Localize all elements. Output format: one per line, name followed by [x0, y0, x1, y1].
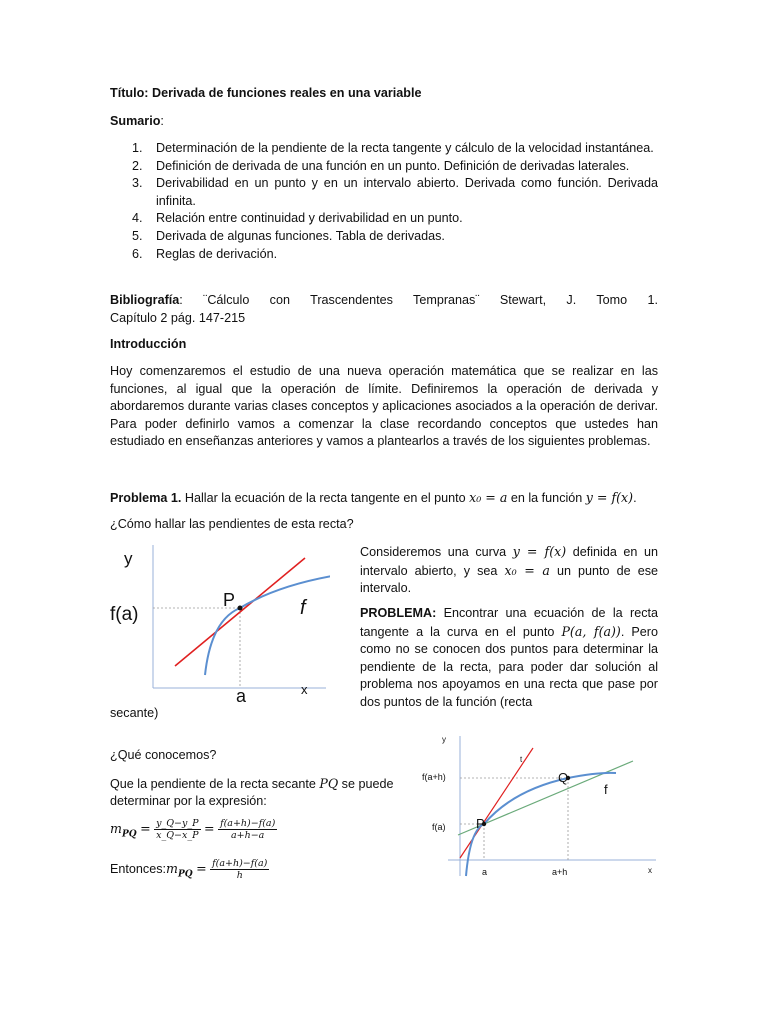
label-ah: a+h — [552, 867, 568, 877]
secant-word: secante) — [110, 706, 159, 720]
fraction-difference-quotient: $\frac{f(a+h)-f(a)}{h}$ — [212, 858, 268, 881]
secant-figure — [418, 728, 663, 880]
fraction-function: $\frac{f(a+h)-f(a)}{a+h-a}$ — [220, 818, 276, 841]
label-f: f — [300, 597, 306, 619]
tangent-figure — [108, 540, 330, 708]
slope-formula-simplified: $Entonces:m_{PQ}$ = $\frac{f(a+h)-f(a)}{h}$ — [110, 858, 268, 881]
consider-paragraph: Consideremos una curva y = f(x) definida en un intervalo abierto, y sea x₀ = a un punto de ese intervalo. — [360, 544, 659, 596]
list-item: 4. Relación entre continuidad y derivabilidad en un punto. — [132, 211, 463, 226]
label-a: a — [236, 686, 247, 706]
problem-paragraph: PROBLEMA: Encontrar una ecuación de la recta tangente a la curva en el punto P(a, f(a)). Pero como no se conocen dos puntos para determinar la pendiente de la recta, para poder dar solución al problema nos apoyamos en una recta que pase por dos puntos de la función (recta — [360, 606, 658, 709]
document-title: Título: Derivada de funciones reales en una variable — [110, 86, 422, 100]
label-fah: f(a+h) — [422, 772, 446, 782]
label-q: Q — [558, 770, 569, 785]
label-y: y — [124, 549, 133, 568]
list-item: 3. Derivabilidad en un punto y en un intervalo abierto. Derivada como función. Derivada infinita. — [132, 176, 658, 208]
slope-formula: $m_{PQ}$ = $\frac{y\_Q-y\_P}{x\_Q-x\_P}$ = $\frac{f(a+h)-f(a)}{a+h-a}$ — [110, 818, 276, 841]
label-f: f — [604, 782, 608, 797]
fraction-points: $\frac{y\_Q-y\_P}{x\_Q-x\_P}$ — [156, 818, 199, 841]
list-item: 1. Determinación de la pendiente de la recta tangente y cálculo de la velocidad instantánea. — [132, 141, 654, 155]
list-item: 5. Derivada de algunas funciones. Tabla de derivadas. — [132, 228, 445, 243]
bibliography-pages: Capítulo 2 pág. 147-215 — [110, 311, 246, 325]
intro-paragraph: Hoy comenzaremos el estudio de una nueva operación matemática que se realizar en las funciones, al igual que la operación de límite. Definiremos la operación de derivada y abordaremos durante varias clases conceptos y aplicaciones asociados a la operación de derivar. Para poder definirlo vamos a comenzar la clase recordando conceptos que ustedes han estudiado en enseñanzas anteriores y vamos a plantearlos a través de los siguientes problemas. — [110, 364, 658, 449]
list-item: 2. Definición de derivada de una función en un punto. Definición de derivadas laterales. — [132, 158, 630, 173]
label-y: y — [442, 735, 446, 744]
label-fa: f(a) — [110, 604, 139, 625]
label-x: x — [301, 682, 308, 697]
intro-heading: Introducción — [110, 337, 187, 351]
label-a: a — [482, 867, 488, 877]
bibliography-line: Bibliografía: ¨Cálculo con Trascendentes Tempranas¨ Stewart, J. Tomo 1. — [110, 293, 658, 307]
function-curve — [466, 773, 616, 876]
known-question: ¿Qué conocemos? — [110, 748, 217, 762]
label-fa: f(a) — [432, 822, 446, 832]
secant-slope-text: Que la pendiente de la recta secante PQ se puede — [110, 776, 394, 791]
point-p — [238, 606, 243, 611]
tangent-line — [460, 748, 533, 858]
expression-text: determinar por la expresión: — [110, 794, 267, 808]
list-item: 6. Reglas de derivación. — [132, 246, 278, 261]
label-p: P — [223, 590, 236, 610]
label-x: x — [648, 866, 652, 875]
summary-heading: Sumario: — [110, 114, 164, 128]
label-t: t — [520, 755, 523, 764]
problem-1-statement: Problema 1. Hallar la ecuación de la recta tangente en el punto x₀ = a en la función y = f(x). — [110, 490, 637, 505]
problem-1-question: ¿Cómo hallar las pendientes de esta recta? — [110, 517, 354, 531]
summary-list — [110, 140, 658, 263]
label-p: P — [476, 816, 485, 831]
